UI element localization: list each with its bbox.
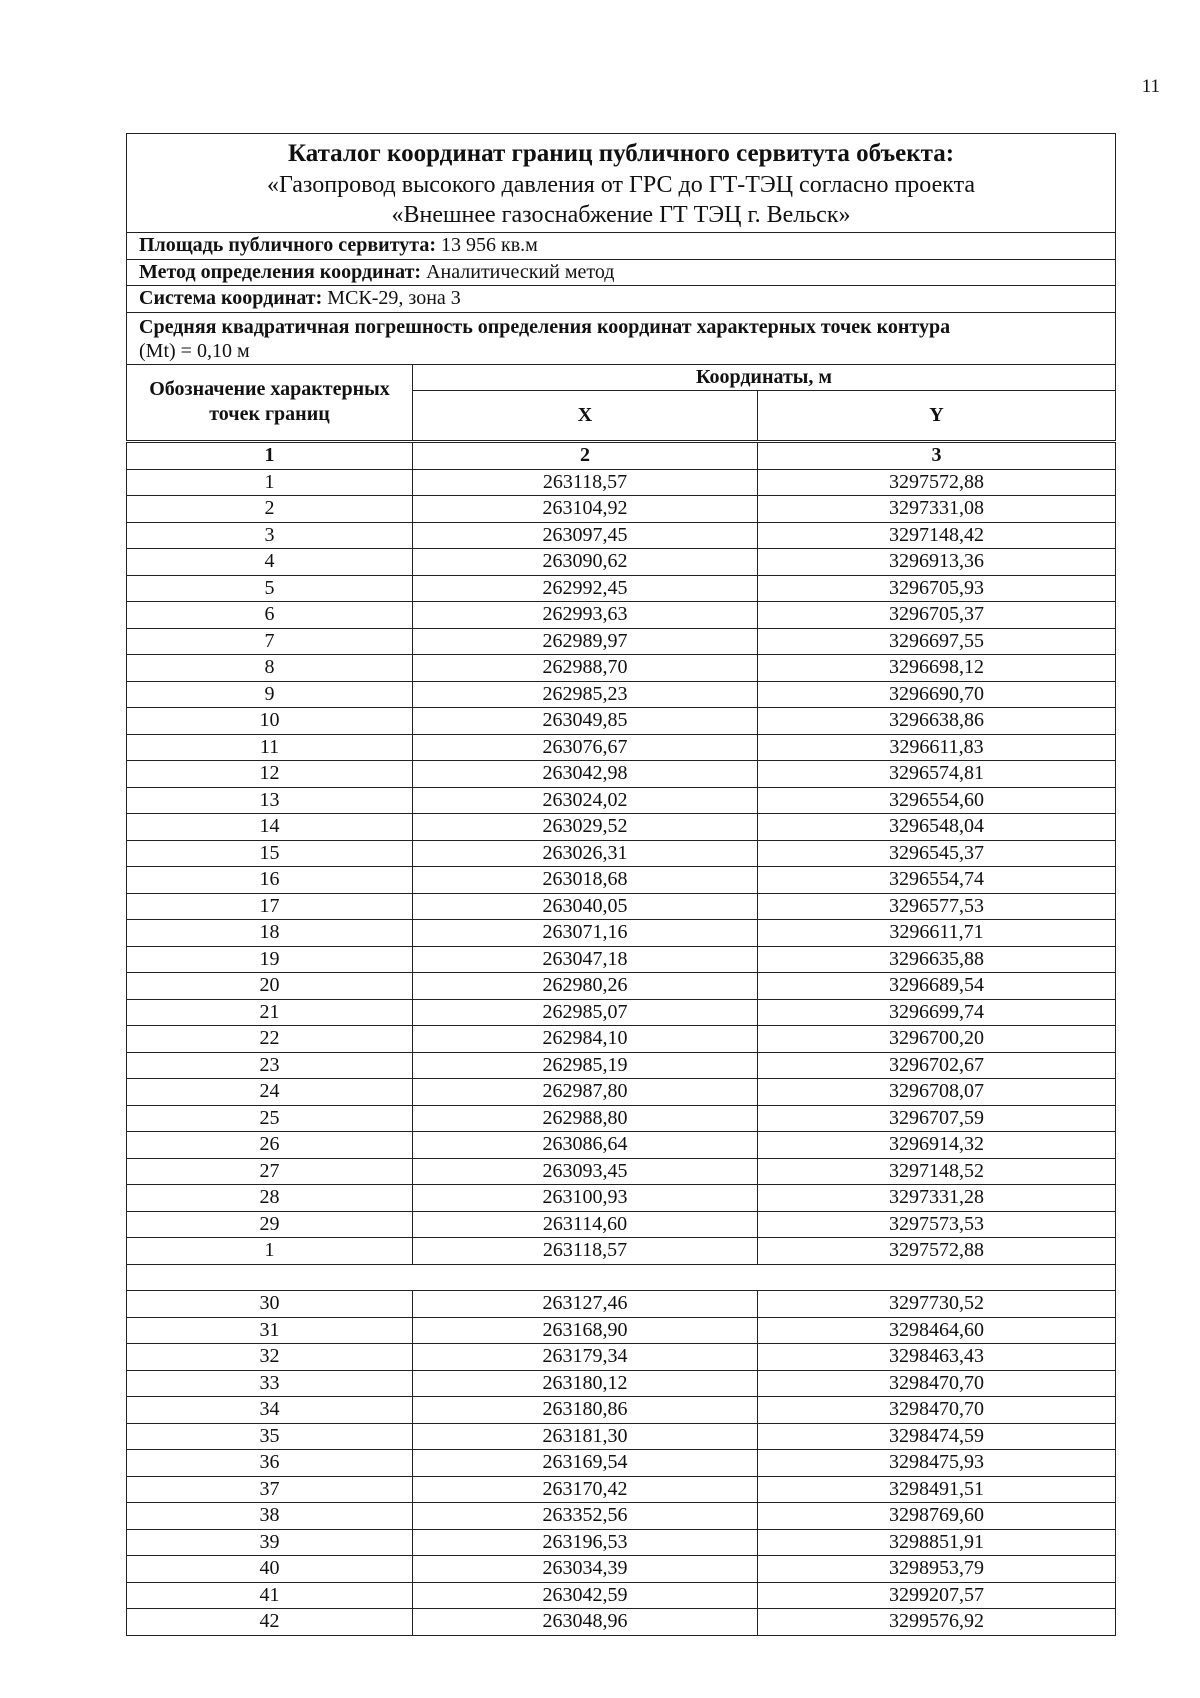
point-id-cell: 41 (127, 1582, 413, 1609)
point-id-cell: 5 (127, 575, 413, 602)
header-row-1 (127, 364, 1116, 391)
y-coordinate-cell: 3298475,93 (758, 1450, 1116, 1477)
y-coordinate-cell: 3297573,53 (758, 1211, 1116, 1238)
point-id-cell: 27 (127, 1158, 413, 1185)
x-coordinate-cell: 263093,45 (413, 1158, 758, 1185)
area-label: Площадь публичного сервитута: (139, 234, 436, 256)
x-coordinate-cell: 263104,92 (413, 496, 758, 523)
point-id-cell: 22 (127, 1026, 413, 1053)
point-id-cell: 11 (127, 734, 413, 761)
crs-row (127, 286, 1116, 313)
table-row (127, 1582, 1116, 1609)
table-row (127, 1609, 1116, 1636)
method-label: Метод определения координат: (139, 260, 422, 283)
x-coordinate-cell: 263100,93 (413, 1185, 758, 1212)
point-id-cell: 2 (127, 496, 413, 523)
table-row (127, 1450, 1116, 1477)
table-row (127, 1185, 1116, 1212)
x-coordinate-cell: 263049,85 (413, 708, 758, 735)
table-row (127, 602, 1116, 629)
y-coordinate-cell: 3297730,52 (758, 1291, 1116, 1318)
catalog-title: Каталог координат границ публичного сервитута объекта: (287, 140, 955, 167)
x-coordinate-cell: 263029,52 (413, 814, 758, 841)
table-row (127, 1211, 1116, 1238)
header-y: Y (758, 391, 1116, 442)
x-coordinate-cell: 263180,12 (413, 1370, 758, 1397)
table-row (127, 1317, 1116, 1344)
x-coordinate-cell: 262985,23 (413, 681, 758, 708)
point-id-cell: 37 (127, 1476, 413, 1503)
table-row (127, 1158, 1116, 1185)
x-coordinate-cell: 263034,39 (413, 1556, 758, 1583)
point-id-cell: 20 (127, 973, 413, 1000)
y-coordinate-cell: 3297572,88 (758, 469, 1116, 496)
table-row (127, 708, 1116, 735)
y-coordinate-cell: 3296697,55 (758, 628, 1116, 655)
x-coordinate-cell: 263042,59 (413, 1582, 758, 1609)
x-coordinate-cell: 263026,31 (413, 840, 758, 867)
table-row (127, 575, 1116, 602)
x-coordinate-cell: 263047,18 (413, 946, 758, 973)
table-row (127, 655, 1116, 682)
y-coordinate-cell: 3298470,70 (758, 1397, 1116, 1424)
y-coordinate-cell: 3296548,04 (758, 814, 1116, 841)
table-row (127, 814, 1116, 841)
point-id-cell: 3 (127, 522, 413, 549)
table-row (127, 1105, 1116, 1132)
x-coordinate-cell: 263181,30 (413, 1423, 758, 1450)
x-coordinate-cell: 262980,26 (413, 973, 758, 1000)
precision-value: (Mt) = 0,10 м (139, 339, 250, 362)
point-id-cell: 1 (127, 1238, 413, 1265)
x-coordinate-cell: 263179,34 (413, 1344, 758, 1371)
x-coordinate-cell: 262985,19 (413, 1052, 758, 1079)
page-number: 11 (1141, 76, 1160, 97)
table-row (127, 1238, 1116, 1265)
y-coordinate-cell: 3296914,32 (758, 1132, 1116, 1159)
column-number-3: 3 (758, 442, 1116, 470)
y-coordinate-cell: 3296635,88 (758, 946, 1116, 973)
point-id-cell: 4 (127, 549, 413, 576)
area-row (127, 233, 1116, 260)
x-coordinate-cell: 263114,60 (413, 1211, 758, 1238)
column-number-1: 1 (127, 442, 413, 470)
table-row (127, 1556, 1116, 1583)
point-id-cell: 21 (127, 999, 413, 1026)
point-id-cell: 31 (127, 1317, 413, 1344)
column-number-2: 2 (413, 442, 758, 470)
y-coordinate-cell: 3296554,60 (758, 787, 1116, 814)
title-row (127, 134, 1116, 233)
point-id-cell: 28 (127, 1185, 413, 1212)
contour-separator-row (127, 1264, 1116, 1291)
y-coordinate-cell: 3296611,83 (758, 734, 1116, 761)
table-row (127, 681, 1116, 708)
x-coordinate-cell: 263169,54 (413, 1450, 758, 1477)
y-coordinate-cell: 3299207,57 (758, 1582, 1116, 1609)
table-row (127, 1476, 1116, 1503)
y-coordinate-cell: 3296574,81 (758, 761, 1116, 788)
y-coordinate-cell: 3296705,37 (758, 602, 1116, 629)
x-coordinate-cell: 263042,98 (413, 761, 758, 788)
x-coordinate-cell: 262989,97 (413, 628, 758, 655)
table-row (127, 628, 1116, 655)
y-coordinate-cell: 3298953,79 (758, 1556, 1116, 1583)
y-coordinate-cell: 3296700,20 (758, 1026, 1116, 1053)
y-coordinate-cell: 3298491,51 (758, 1476, 1116, 1503)
point-id-cell: 13 (127, 787, 413, 814)
table-row (127, 1370, 1116, 1397)
y-coordinate-cell: 3296611,71 (758, 920, 1116, 947)
x-coordinate-cell: 263118,57 (413, 1238, 758, 1265)
object-name-line1: «Газопровод высокого давления от ГРС до ГТ-ТЭЦ согласно проекта (266, 172, 976, 198)
point-id-cell: 30 (127, 1291, 413, 1318)
table-row (127, 867, 1116, 894)
y-coordinate-cell: 3296690,70 (758, 681, 1116, 708)
x-coordinate-cell: 263090,62 (413, 549, 758, 576)
table-row (127, 1291, 1116, 1318)
crs-value: МСК-29, зона 3 (327, 287, 461, 309)
header-x: X (413, 391, 758, 442)
table-row (127, 1052, 1116, 1079)
table-row (127, 1344, 1116, 1371)
y-coordinate-cell: 3296545,37 (758, 840, 1116, 867)
table-row (127, 761, 1116, 788)
point-id-cell: 12 (127, 761, 413, 788)
x-coordinate-cell: 263127,46 (413, 1291, 758, 1318)
x-coordinate-cell: 262993,63 (413, 602, 758, 629)
header-coordinates: Координаты, м (413, 364, 1116, 391)
contour-separator-cell (127, 1264, 1116, 1291)
x-coordinate-cell: 263180,86 (413, 1397, 758, 1424)
x-coordinate-cell: 263118,57 (413, 469, 758, 496)
table-row (127, 999, 1116, 1026)
y-coordinate-cell: 3296705,93 (758, 575, 1116, 602)
y-coordinate-cell: 3297572,88 (758, 1238, 1116, 1265)
table-row (127, 946, 1116, 973)
y-coordinate-cell: 3297331,08 (758, 496, 1116, 523)
table-row (127, 496, 1116, 523)
x-coordinate-cell: 263018,68 (413, 867, 758, 894)
coordinate-catalog-table (126, 133, 1116, 1636)
x-coordinate-cell: 263170,42 (413, 1476, 758, 1503)
table-row (127, 1503, 1116, 1530)
y-coordinate-cell: 3296913,36 (758, 549, 1116, 576)
point-id-cell: 15 (127, 840, 413, 867)
y-coordinate-cell: 3298470,70 (758, 1370, 1116, 1397)
point-id-cell: 24 (127, 1079, 413, 1106)
x-coordinate-cell: 263040,05 (413, 893, 758, 920)
point-id-cell: 40 (127, 1556, 413, 1583)
y-coordinate-cell: 3296689,54 (758, 973, 1116, 1000)
y-coordinate-cell: 3297148,42 (758, 522, 1116, 549)
y-coordinate-cell: 3296702,67 (758, 1052, 1116, 1079)
table-row (127, 840, 1116, 867)
x-coordinate-cell: 263196,53 (413, 1529, 758, 1556)
precision-row (127, 312, 1116, 364)
point-id-cell: 33 (127, 1370, 413, 1397)
x-coordinate-cell: 263024,02 (413, 787, 758, 814)
crs-label: Система координат: (139, 287, 323, 309)
x-coordinate-cell: 263076,67 (413, 734, 758, 761)
method-row (127, 259, 1116, 286)
table-row (127, 920, 1116, 947)
x-coordinate-cell: 262992,45 (413, 575, 758, 602)
point-id-cell: 36 (127, 1450, 413, 1477)
object-name-line2: «Внешнее газоснабжение ГТ ТЭЦ г. Вельск» (391, 202, 851, 228)
point-id-cell: 19 (127, 946, 413, 973)
point-id-cell: 10 (127, 708, 413, 735)
title-cell (127, 134, 1116, 233)
table-row (127, 973, 1116, 1000)
point-id-cell: 26 (127, 1132, 413, 1159)
x-coordinate-cell: 263352,56 (413, 1503, 758, 1530)
table-row (127, 893, 1116, 920)
y-coordinate-cell: 3298463,43 (758, 1344, 1116, 1371)
point-id-cell: 1 (127, 469, 413, 496)
point-id-cell: 9 (127, 681, 413, 708)
point-id-cell: 38 (127, 1503, 413, 1530)
point-id-cell: 34 (127, 1397, 413, 1424)
y-coordinate-cell: 3297331,28 (758, 1185, 1116, 1212)
point-id-cell: 23 (127, 1052, 413, 1079)
y-coordinate-cell: 3296554,74 (758, 867, 1116, 894)
header-point-designation: Обозначение характерных точек границ (127, 364, 413, 442)
table-row (127, 1397, 1116, 1424)
point-id-cell: 16 (127, 867, 413, 894)
table-row (127, 522, 1116, 549)
point-id-cell: 25 (127, 1105, 413, 1132)
x-coordinate-cell: 263168,90 (413, 1317, 758, 1344)
point-id-cell: 32 (127, 1344, 413, 1371)
y-coordinate-cell: 3297148,52 (758, 1158, 1116, 1185)
y-coordinate-cell: 3299576,92 (758, 1609, 1116, 1636)
y-coordinate-cell: 3296699,74 (758, 999, 1116, 1026)
table-row (127, 1026, 1116, 1053)
table-row (127, 1529, 1116, 1556)
point-id-cell: 42 (127, 1609, 413, 1636)
precision-label: Средняя квадратичная погрешность определения координат характерных точек контура (139, 315, 951, 338)
point-id-cell: 29 (127, 1211, 413, 1238)
y-coordinate-cell: 3298464,60 (758, 1317, 1116, 1344)
point-id-cell: 7 (127, 628, 413, 655)
x-coordinate-cell: 262988,80 (413, 1105, 758, 1132)
x-coordinate-cell: 263071,16 (413, 920, 758, 947)
point-id-cell: 18 (127, 920, 413, 947)
x-coordinate-cell: 262984,10 (413, 1026, 758, 1053)
y-coordinate-cell: 3298474,59 (758, 1423, 1116, 1450)
point-id-cell: 14 (127, 814, 413, 841)
y-coordinate-cell: 3296577,53 (758, 893, 1116, 920)
x-coordinate-cell: 262985,07 (413, 999, 758, 1026)
table-row (127, 469, 1116, 496)
point-id-cell: 8 (127, 655, 413, 682)
y-coordinate-cell: 3296698,12 (758, 655, 1116, 682)
point-id-cell: 35 (127, 1423, 413, 1450)
y-coordinate-cell: 3296638,86 (758, 708, 1116, 735)
x-coordinate-cell: 263097,45 (413, 522, 758, 549)
point-id-cell: 39 (127, 1529, 413, 1556)
table-row (127, 787, 1116, 814)
x-coordinate-cell: 262987,80 (413, 1079, 758, 1106)
x-coordinate-cell: 263048,96 (413, 1609, 758, 1636)
point-id-cell: 6 (127, 602, 413, 629)
x-coordinate-cell: 262988,70 (413, 655, 758, 682)
column-number-row (127, 442, 1116, 470)
table-row (127, 1423, 1116, 1450)
table-row (127, 1132, 1116, 1159)
point-id-cell: 17 (127, 893, 413, 920)
area-value: 13 956 кв.м (440, 234, 538, 256)
y-coordinate-cell: 3296708,07 (758, 1079, 1116, 1106)
table-row (127, 1079, 1116, 1106)
table-row (127, 549, 1116, 576)
y-coordinate-cell: 3298851,91 (758, 1529, 1116, 1556)
x-coordinate-cell: 263086,64 (413, 1132, 758, 1159)
method-value: Аналитический метод (426, 260, 615, 283)
table-row (127, 734, 1116, 761)
y-coordinate-cell: 3296707,59 (758, 1105, 1116, 1132)
y-coordinate-cell: 3298769,60 (758, 1503, 1116, 1530)
